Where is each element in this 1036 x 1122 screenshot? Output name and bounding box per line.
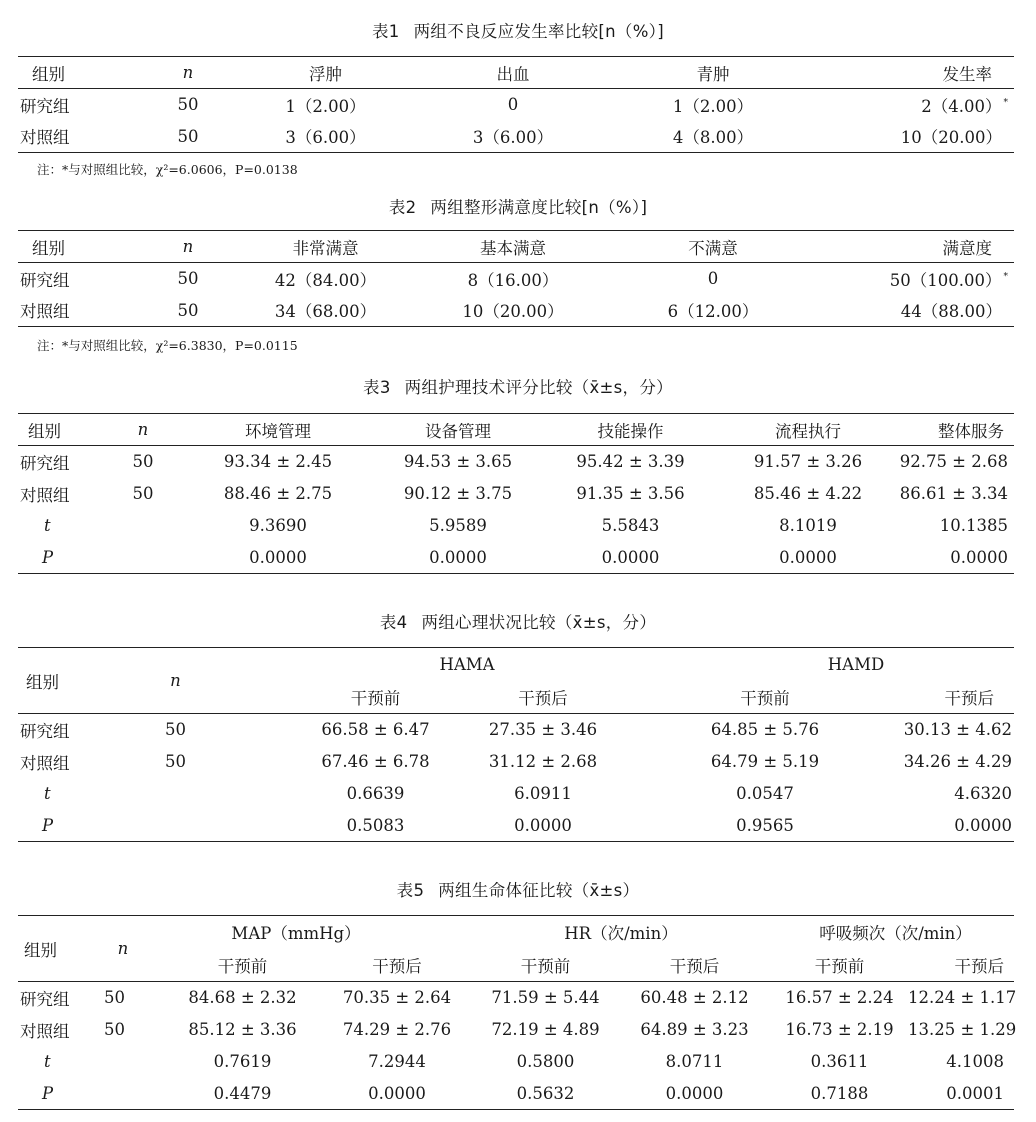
table4-subheader: 干预前 (223, 681, 468, 714)
table4-caption (0, 612, 1036, 634)
table4-header-hamd (618, 648, 1014, 681)
table3-cell: 0.0000 (601, 547, 660, 567)
table1-cell: 2（4.00） (921, 96, 1002, 116)
table3-cell: 50 (132, 452, 154, 472)
table5-cell: 60.48 ± 2.12 (640, 988, 749, 1008)
table1-header-edema: 浮肿 (238, 57, 413, 89)
table3-cell: 91.35 ± 3.56 (576, 484, 685, 503)
table1 (18, 56, 1014, 153)
table3-cell: 90.12 ± 3.75 (403, 484, 513, 503)
table5-cell: 71.59 ± 5.44 (491, 988, 600, 1008)
table4-cell: 4.6320 (954, 784, 1012, 803)
table2-cell: 10（20.00） (462, 302, 564, 322)
table2-cell: 34（68.00） (274, 302, 377, 322)
table1-cell: 对照组 (20, 128, 70, 148)
table2-label: 表2 (388, 198, 417, 217)
table2-cell: 50 (177, 300, 199, 320)
table5-header-hr (463, 916, 763, 949)
table5-cell: 84.68 ± 2.32 (188, 988, 297, 1008)
table4-cell: 50 (165, 720, 186, 740)
table2-cell: 50 (177, 269, 199, 289)
table5-cell: 8.0711 (665, 1052, 724, 1071)
table2-caption (0, 197, 1036, 219)
table5 (18, 915, 1017, 1110)
table1-cell: 50 (177, 126, 199, 146)
table2-note: 注：*与对照组比较，χ²=6.3830，P=0.0115 (37, 338, 298, 353)
table1-note: 注：*与对照组比较，χ²=6.0606，P=0.0138 (37, 162, 298, 177)
table4-cell: 6.0911 (514, 784, 572, 803)
table-row (18, 746, 1014, 778)
table2-cell: 50（100.00） (889, 270, 1002, 290)
table1-label: 表1 (372, 22, 400, 41)
table-row (18, 1078, 1014, 1110)
table3-cell: 50 (132, 484, 154, 503)
table5-cell: 0.7619 (213, 1052, 272, 1071)
table4-cell: 64.79 ± 5.19 (710, 752, 820, 771)
table2-header-row (18, 231, 1014, 263)
table1-cell: 1（2.00） (672, 96, 754, 116)
table5-subheader: 干预后 (908, 949, 1014, 982)
table3-label: 表3 (363, 378, 391, 397)
table5-cell: P (42, 1083, 54, 1103)
table5-cell: 74.29 ± 2.76 (342, 1020, 452, 1039)
table4-cell: 0.9565 (736, 815, 794, 835)
table3-cell: 92.75 ± 2.68 (899, 452, 1008, 472)
table3-header-skill: 技能操作 (543, 414, 718, 446)
table5-cell: 7.2944 (368, 1052, 426, 1071)
table3-cell: 研究组 (20, 453, 70, 473)
table5-cell: 70.35 ± 2.64 (342, 988, 452, 1008)
table5-cell (88, 1046, 158, 1078)
table5-cell: 64.89 ± 3.23 (640, 1020, 749, 1039)
significance-star: * (1003, 97, 1008, 108)
table2-header-n: n (138, 231, 238, 263)
table4-subheader: 干预前 (618, 681, 854, 714)
table1-cell: 0 (507, 95, 519, 115)
table1-cell: 10（20.00） (900, 128, 1002, 148)
table-row (18, 714, 1014, 746)
table5-subheader: 干预前 (463, 949, 608, 982)
table4-group-label: HAMA (439, 654, 495, 674)
table5-title: 两组生命体征比较（x̄±s） (438, 881, 640, 900)
table3-cell: 0.0000 (249, 547, 307, 567)
table5-cell: 16.57 ± 2.24 (785, 988, 894, 1008)
table5-header-row-1 (18, 916, 1014, 949)
table4-subheader: 干预后 (468, 681, 618, 714)
table-row (18, 295, 1014, 327)
table3-cell: 对照组 (20, 485, 70, 505)
table5-cell: 0.3611 (810, 1052, 869, 1071)
table3-header-row (18, 414, 1014, 446)
table4-cell: 64.85 ± 5.76 (710, 720, 820, 740)
table-row (18, 810, 1014, 842)
table5-cell: 50 (104, 988, 125, 1008)
table4-header-group: 组别 (18, 648, 128, 714)
table3 (18, 413, 1014, 574)
table4-cell (128, 810, 223, 842)
table4-subheader: 干预后 (854, 681, 1014, 714)
table4-cell: 0.0000 (954, 815, 1012, 835)
table5-group-label: MAP（mmHg） (231, 924, 361, 944)
table3-cell (103, 510, 183, 542)
table5-label: 表5 (396, 881, 425, 900)
table2-header-satisfied: 基本满意 (413, 231, 613, 263)
table5-cell: 0.7188 (810, 1083, 869, 1103)
table3-caption (0, 377, 1036, 399)
table-row (18, 263, 1014, 295)
table1-cell: 1（2.00） (285, 96, 366, 116)
table3-cell: 0.0000 (429, 547, 487, 567)
table5-caption (0, 880, 1036, 902)
table3-header-equipment: 设备管理 (373, 414, 543, 446)
table-row (18, 121, 1014, 153)
table-row (18, 478, 1014, 510)
table5-header-resp (763, 916, 1014, 949)
table4-header-n: n (128, 648, 223, 714)
table5-subheader: 干预后 (313, 949, 463, 982)
table5-header-group: 组别 (18, 916, 88, 982)
table5-cell: 13.25 ± 1.29 (908, 1020, 1017, 1039)
table4-header-row-1 (18, 648, 1014, 681)
table3-header-n: n (103, 414, 183, 446)
table5-cell: 4.1008 (946, 1052, 1004, 1071)
table5-header-row-2 (18, 949, 1014, 982)
table4-cell: 0.0000 (514, 815, 572, 835)
table5-cell: 85.12 ± 3.36 (188, 1020, 297, 1039)
table-row (18, 510, 1014, 542)
table2-cell: 42（84.00） (274, 270, 377, 290)
table5-cell: 12.24 ± 1.17 (908, 988, 1017, 1008)
table3-cell: 0.0000 (950, 547, 1008, 567)
table2-header-very-satisfied: 非常满意 (238, 231, 413, 263)
table1-cell: 3（6.00） (285, 128, 366, 148)
table1-header-n: n (138, 57, 238, 89)
table3-header-group: 组别 (18, 414, 103, 446)
table5-cell: 对照组 (20, 1021, 70, 1041)
table-row (18, 778, 1014, 810)
table4-cell: 0.5083 (346, 815, 405, 835)
table5-cell: 研究组 (20, 989, 70, 1009)
table4 (18, 647, 1014, 842)
table3-header-service: 整体服务 (898, 414, 1014, 446)
table1-cell: 4（8.00） (672, 128, 754, 148)
table5-cell: 0.5632 (516, 1083, 575, 1103)
table4-header-hama (223, 648, 618, 681)
table5-cell: 16.73 ± 2.19 (785, 1020, 894, 1039)
table3-cell: 10.1385 (939, 516, 1008, 535)
table3-cell: 94.53 ± 3.65 (403, 452, 513, 472)
table5-cell: 0.0000 (665, 1083, 724, 1103)
table2-cell: 8（16.00） (467, 270, 559, 290)
table4-cell: 27.35 ± 3.46 (488, 720, 598, 740)
table1-caption (0, 21, 1036, 43)
table2-cell: 0 (707, 269, 719, 289)
table4-cell: 50 (165, 752, 186, 771)
table1-cell: 50 (177, 95, 199, 115)
table5-cell: 0.0000 (368, 1083, 426, 1103)
table5-group-label: 呼吸频次（次/min） (819, 924, 972, 944)
table4-cell: 对照组 (20, 753, 70, 773)
table3-cell: 93.34 ± 2.45 (223, 452, 333, 472)
table-row (18, 446, 1014, 478)
table1-header-rate: 发生率 (813, 57, 1014, 89)
table4-cell: 研究组 (20, 721, 70, 741)
table3-cell: 91.57 ± 3.26 (753, 452, 863, 472)
table1-rate-cell (813, 89, 1014, 121)
table1-cell: 研究组 (20, 96, 70, 116)
table4-cell: 67.46 ± 6.78 (321, 752, 430, 771)
table4-group-label: HAMD (827, 654, 885, 674)
table2-cell: 6（12.00） (667, 302, 759, 322)
table3-cell: t (44, 516, 51, 535)
table4-cell: 0.0547 (736, 784, 794, 803)
table2-cell: 对照组 (20, 302, 70, 322)
table2 (18, 230, 1014, 327)
table4-cell: 34.26 ± 4.29 (903, 752, 1012, 771)
table4-cell: P (42, 815, 54, 835)
table3-cell: 8.1019 (779, 516, 837, 535)
table1-title: 两组不良反应发生率比较[n（%）] (413, 22, 664, 41)
table4-title: 两组心理状况比较（x̄±s，分） (421, 613, 657, 632)
table5-group-label: HR（次/min） (564, 924, 678, 944)
table5-cell: t (44, 1052, 51, 1071)
table3-cell: 5.9589 (429, 516, 487, 535)
table2-rate-cell (813, 263, 1014, 295)
table5-cell: 50 (104, 1020, 125, 1039)
table4-cell: t (44, 784, 51, 803)
table5-cell: 0.0001 (946, 1083, 1004, 1103)
table5-subheader: 干预前 (158, 949, 313, 982)
table3-cell (103, 542, 183, 574)
table-row (18, 982, 1014, 1014)
table2-header-group: 组别 (18, 231, 138, 263)
table3-title: 两组护理技术评分比较（x̄±s，分） (404, 378, 673, 397)
table-row (18, 542, 1014, 574)
table3-header-environment: 环境管理 (183, 414, 373, 446)
table1-header-group: 组别 (18, 57, 138, 89)
table-row (18, 1046, 1014, 1078)
table3-cell: 85.46 ± 4.22 (753, 484, 863, 503)
table4-cell: 31.12 ± 2.68 (488, 752, 598, 771)
table3-header-process: 流程执行 (718, 414, 898, 446)
table4-cell: 66.58 ± 6.47 (321, 720, 430, 740)
table5-cell: 72.19 ± 4.89 (491, 1020, 600, 1039)
table3-cell: 5.5843 (601, 516, 660, 535)
table3-cell: 9.3690 (249, 516, 307, 535)
table1-cell: 3（6.00） (472, 128, 554, 148)
table5-subheader: 干预前 (763, 949, 908, 982)
table4-cell: 30.13 ± 4.62 (903, 720, 1012, 740)
table3-cell: 88.46 ± 2.75 (223, 484, 333, 503)
table4-label: 表4 (379, 613, 408, 632)
table4-cell (128, 778, 223, 810)
table3-cell: 95.42 ± 3.39 (576, 452, 685, 472)
table5-cell: 0.4479 (213, 1083, 272, 1103)
table3-cell: P (42, 547, 54, 567)
table3-cell: 86.61 ± 3.34 (899, 484, 1008, 503)
table5-header-n: n (88, 916, 158, 982)
table3-cell: 0.0000 (779, 547, 837, 567)
table1-header-bruise: 青肿 (613, 57, 813, 89)
table-row (18, 89, 1014, 121)
table4-cell: 0.6639 (346, 784, 405, 803)
table2-header-satisfaction: 满意度 (813, 231, 1014, 263)
table2-title: 两组整形满意度比较[n（%）] (430, 198, 648, 217)
table2-header-unsatisfied: 不满意 (613, 231, 813, 263)
table1-header-bleeding: 出血 (413, 57, 613, 89)
table-row (18, 1014, 1014, 1046)
table2-cell: 44（88.00） (900, 302, 1002, 322)
table2-cell: 研究组 (20, 270, 70, 290)
table1-header-row (18, 57, 1014, 89)
table5-header-map (158, 916, 463, 949)
table5-cell: 0.5800 (516, 1052, 575, 1071)
table5-cell (88, 1078, 158, 1110)
significance-star: * (1003, 271, 1008, 282)
table5-subheader: 干预后 (608, 949, 763, 982)
